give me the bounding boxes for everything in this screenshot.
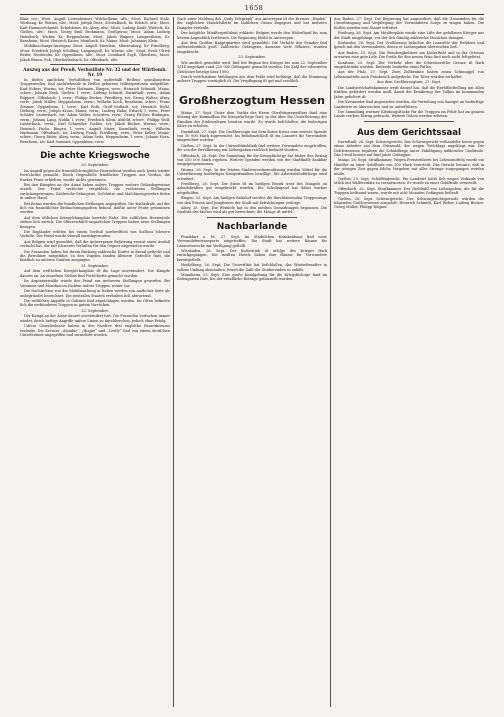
article-paragraph: Karlsruhe, 26. Sept. Der Großherzog beſuchte die Lazarette der Reſidenz und ſprach mit den Verwundeten, denen er Liebesgaben überreichen ließ. [334,41,484,50]
section-divider [50,64,140,65]
article-paragraph: Durch verſchiedene Meldungen aus dem Felde wird beſtätigt, daß die Stimmung unſerer Truppen vorzüglich iſt. Die Verpflegung iſt gut und reichlich. [177,75,327,84]
article-paragraph: Offenbach, 26. Sept. Die Sammlung für die Kriegsfürſorge hat bisher den Betrag von 250 000 Mark ergeben. Weitere Spenden werden von der Stadtkaſſe dankbar entgegengenommen. [177,153,327,167]
article-paragraph: Darmſtadt, 27. Sept. Die Großherzogin hat dem Roten Kreuz eine weitere Spende von 10 000 Mark zugewendet. Im Reſidenzſchloß iſt ein Lazarett für Verwundete eingerichtet worden. [177,129,327,143]
article-paragraph: Auf dem weſtlichen Kriegsſchauplatz iſt die Lage unverändert. Die Kämpfe dauern an. An einzelnen Stellen ſind Fortſchritte gemacht worden. [20,269,170,278]
article-paragraph: Friedberg, 26. Sept. Die Ernte iſt im hieſigen Bezirk trotz des Mangels an Arbeitskräften gut eingebracht worden. Die Schuljugend hat dabei wacker mitgeholfen. [177,181,327,195]
article-paragraph: In dieſen amtlichen Verluſtliſten von außerhalb Heſſens garniſonierten Truppenteilen, ſind nachſtehende in Heſſen geborene Militärperſonen aufgeführt: Karl Eckert, Worms, tot; Peter Hofmann, Bingen, verw.; Heinrich Schmidt, Mainz, schwv.; Johann Neeb, Gießen, l. verw.; Ludwig Schmitt, Darmſtadt, verm.; Adam Ruppert, Offenbach, l. verw.; Philipp Becker, Friedberg, tot; Georg Walter, Alzey, verw.; Jakob Müller, Heppenheim, verm.; Wilhelm Koch, Bensheim, schwv.; Franz Zimmer, Oppenheim, l. verw.; Karl Roth, Groß-Umſtadt, tot; Heinrich Diehl, Dieburg, verw.; Joſeph Kraus, Mainz, verm.; Ludwig Hahn, Erbach, l. verw.; Peter Schäfer, Lauterbach, tot; Adam Weber, Schotten, verw.; Georg Fiſcher, Büdingen, verm.; Johann Lang, Nidda, l. verw.; Friedrich Klein, Alsfeld, schwv.; Philipp Wolf, Lauterbach, verm.; Karl Schneider, Gießen, tot; Jakob Becker, Worms, verw.; Heinrich Fuchs, Bingen, l. verw.; Auguſt Maier, Darmſtadt, verm.; Wilhelm Hartmann, Offenbach, tot; Ludwig Frank, Friedberg, verw.; Peter Keller, Mainz, schwv.; Georg Ritter, Alzey, verm.; Adam Seitz, Heppenheim, l. verw.; Johann Horn, Bensheim, tot; Karl Sommer, Oppenheim, verw. [20,78,170,144]
article-paragraph: Bei den Kämpfen an der Aisne haben unſere Truppen weitere Geländegewinne erzielt. Der Feind verſuchte vergeblich, die verlorenen Stellungen zurückzugewinnen. Zahlreiche Gefangene, Geſchütze und Maſchinengewehre fielen in unſere Hand. [20,182,170,201]
article-paragraph: Aus Baden, 27. Sept. Die Regierung hat angeordnet, daß die Gemeinden für die Unterbringung und Verpflegung der Verwundeten Sorge zu tragen haben. Die Koſten werden vom Staate erſtattet. [334,17,484,30]
article-paragraph: Die Franzoſen haben bei ihrem Rückzug zahlreiche Dörfer in Brand geſteckt und die Bewohner mitgeführt. In den Vogeſen fanden kleinere Gefechte ſtatt, die ſämtlich zu unſeren Gunſten ausgingen. [20,249,170,263]
article-paragraph: Nach einer Meldung des „Daily Telegraph“ aus Antwerpen iſt der Kreuzer „Emden“ der engliſchen Handelsflotte im Indiſchen Ozean begegnet und hat mehrere Dampfer verſenkt. [177,17,327,30]
section-heading: Großherzogtum Hessen [179,93,325,107]
article-paragraph: Offenbach, 25. Sept. Strafkammer. Der Diebſtahl von Liebesgaben, die für die Truppen beſtimmt waren, wurde mit acht Monaten Gefängnis beſtraft. [334,186,484,196]
section-heading: Aus dem Gerichtssaal [357,127,461,138]
article-paragraph: Gießen, 27. Sept. In der Univerſitätsklinik ſind weitere Verwundete eingetroffen, die von der Bevölkerung mit Liebesgaben reichlich bedacht wurden. [177,143,327,153]
article-paragraph: Mainz, 27. Sept. Unter dem Vorſitz des Herrn Oberbürgermeiſters fand eine Sitzung der Kommiſſion für Kriegsfürſorge ſtatt, in der über die Unterſtützung der Familien der Einberufenen beraten wurde. Es wurde beſchloſſen, die bisherigen Sätze zu erhöhen. [177,110,327,129]
article-paragraph: Im Angriff gegen die franzöſiſch-engliſche Heeresfront wurden auch heute wieder Fortſchritte gemacht. Durch Gegenſtöße feindlicher Truppen aus Verdun, die ſtarkes Feuer erhielten, wurde nichts gewonnen. [20,168,170,182]
article-paragraph: Die Nachrichten von der Mobilmachung in Italien werden von amtlicher Seite als unbegründet bezeichnet. Die neutralen Staaten verhalten ſich abwartend. [20,289,170,298]
article-paragraph: Mainz, 26. Sept. Strafkammer. Wegen Preistreiberei bei Lebensmitteln wurde ein Händler zu einer Geldſtrafe von 300 Mark verurteilt. Das Gericht betonte, daß in der jetzigen Zeit gegen ſolche Vergehen mit aller Strenge vorgegangen werden müſſe. [334,158,484,176]
article-paragraph: Blau, cro.; Woot. Auguſt Löwenheimer, Wiſchelheim, uſw.; Moot. Richard Stolz, Worbung, Kr. Worms, uſw.; Moot. Joſeph Dietz, Schwalbach, Kr. Erbach, uſw.; Moot. Karl Hammerſchmidt, Eckelsheim, Kr. Alzey, uſw.; Moot. Ludwig Kraft, Wieſeck, Kr. Gießen, uſw.; Moot. Georg Emil Beckmann, Großgerau; Moot. Adam Ludwig Heimbach, Wicker, Kr. Heppenheim; Moot. Jakob Wagner, Lampertheim, Kr. Bensheim; Moot. Heinrich Kauer, Mombach, Kr. Mainz; Moot. Johannes Klein. [20,17,170,44]
dateline: Aus dem Großherzogtum, 27. Sept. [376,80,442,85]
column-rule [173,17,174,707]
article-paragraph: Mobilmachungs-Anzeigen: Moot. Auguſt Moerlein, Münzenberg, Kr. Friedberg; Moot. Friedrich Joſeph Schilling, Langengeiß, Kr. Worms, uſw.; Moot. Ernſt Ulrich Reder, Niederolm, Kr. Oppenheim, uſw.; Moot. Leonhard Zeyß, Oberſtreu; Moot. Jakob Braun, Eck, Oberhaſtenbach; Kr. Offenbach, uſw. [20,44,170,62]
article-paragraph: Frankfurt a. M., 27. Sept. Im Städtiſchen Krankenhaus ſind neue Verwundetentransporte eingetroffen. Die Stadt hat weitere Räume für Lazarettzwecke zur Verfügung geſtellt. [177,234,327,248]
article-paragraph: Wie amtlich gemeldet wird, ſind ſeit Beginn des Krieges bis zum 22. September 1914 insgeſamt rund 220 000 Gefangene gemacht worden. Die Zahl der erbeuteten Geſchütze beträgt über 1000. [177,60,327,74]
article-paragraph: Auf dem öſtlichen Kriegsſchauplatz herrſcht Ruhe. Die ruſſiſchen Heeresteile ziehen ſich zurück. Die öſterreichiſch-ungariſchen Truppen haben neue Stellungen bezogen. [20,215,170,229]
dateline: 20. September. [81,163,109,168]
article-paragraph: Gießen, 26. Sept. Schwurgericht. Der Schwurgerichtsperiode wurden die folgenden Geſchworenen ausgeloſt: Heinrich Schmidt, Karl Weber, Ludwig Becker, Georg Müller, Philipp Wagner. [334,196,484,210]
section-heading: Die achte Kriegswoche [40,151,150,162]
article-paragraph: Die Kreisämter ſind angewieſen worden, die Verteilung von Saatgut an bedürftige Landwirte zu überwachen und zu unterſtützen. [334,100,484,109]
dateline: 23. September. [238,55,266,60]
article-paragraph: Die Sammlung warmer Kleidungsſtücke für die Truppen im Felde hat im ganzen Lande reichen Ertrag gebracht. Weitere Gaben werden erbeten. [334,109,484,119]
article-paragraph: Alzey, 25. Sept. Die Weinleſe hat in den meiſten Gemarkungen begonnen. Die Qualität des Moſtes wird als gut bezeichnet; die Menge iſt mittel. [177,206,327,215]
section-divider [364,121,454,122]
article-paragraph: Worms, 26. Sept. In der letzten Stadtverordnetenſitzung wurden Mittel für die Unterſtützung bedürftiger Kriegerfamilien bewilligt. Die Arbeitsloſenfürſorge wird erweitert. [177,167,327,181]
article-paragraph: Die Landwirtſchaftskammer weiſt darauf hin, daß die Herbſtbeſtellung mit allen Kräften gefördert werden muß, damit die Ernährung des Volkes im kommenden Jahre geſichert iſt. [334,85,484,99]
section-divider [207,217,297,218]
article-paragraph: Mannheim, 25. Sept. Eine große Kundgebung für die Kriegsfürſorge fand im Roſengarten ſtatt, bei der erhebliche Beträge geſammelt wurden. [177,273,327,282]
article-paragraph: Der belgiſche Miniſterpräſident erklärte, Belgien werde den Widerſtand bis zum letzten Augenblick fortſetzen. Die Regierung bleibt in Antwerpen. [177,31,327,40]
article-paragraph: Aus der Pfalz, 27. Sept. Zwei Zollbeamte haben einen Schmuggel von Lebensmitteln nach Frankreich aufgedeckt. Die Täter wurden verhaftet. [334,70,484,79]
article-paragraph: Unſere Unterſeeboote haben in der Nordſee drei engliſche Panzerkreuzer verſenkt. Die Kreuzer „Aboukir“, „Hogue“ und „Creſſy“ ſind von einem deutſchen Unterſeeboot angegriffen und vernichtet worden. [20,324,170,337]
section-divider [207,86,297,87]
article-paragraph: Darmſtadt, 26. Sept. Schwurgericht. Das Schwurgericht verhandelte heute gegen einen Arbeiter aus dem Odenwald, der wegen Totſchlags angeklagt war. Die Geſchworenen bejahten die Schuldfrage unter Zubilligung mildernder Umſtände. Das Urteil lautete auf fünf Jahre Gefängnis. [334,139,484,157]
article-paragraph: Die Engländer erlitten bei einem Vorſtoß nordweſtlich von Soiſſons ſchwere Verluſte. Der Feind wurde überall zurückgeworfen. [20,230,170,239]
article-paragraph: Wiesbaden, 26. Sept. Der Kurbetrieb iſt infolge des Krieges ſtark zurückgegangen. Die meiſten Hotels haben ihre Räume für Verwundete bereitgeſtellt. [177,249,327,262]
article-paragraph: Der Kampf an der Aisne dauert unverändert fort. Die Franzoſen verſuchen immer wieder, durch heftige Angriffe unſere Linien zu durchbrechen, jedoch ohne Erfolg. [20,314,170,323]
column-rule [330,17,331,707]
article-paragraph: Im Argonnerwalde wurde der Feind aus mehreren Stellungen geworfen. Bei Varennes und Montfaucon rückten unſere Truppen weiter vor. [20,279,170,288]
article-paragraph: Bei Reims wurden die feindlichen Stellungen angegriffen. Die Kathedrale, auf der ſich ein franzöſiſcher Beobachtungspoſten befand, mußte unter Feuer genommen werden. [20,201,170,215]
article-paragraph: Bingen, 25. Sept. Am hieſigen Bahnhof werden die durchfahrenden Truppenzüge von den Frauen und Jungfrauen der Stadt mit Erfriſchungen verſorgt. [177,196,327,205]
section-divider [50,146,140,147]
column-left [20,17,170,707]
article-paragraph: Heidelberg, 26. Sept. Die Univerſität hat beſchloſſen, das Winterſemeſter in vollem Umfang abzuhalten, ſoweit die Zahl der Studierenden es zuläßt. [177,263,327,272]
page-number: 1658 [244,4,264,12]
dateline: 22. September. [81,308,109,313]
article-paragraph: Konſtanz, 25. Sept. Der Verkehr über die ſchweizeriſche Grenze iſt ſtark eingeſchränkt worden. Reiſende bedürfen eines Paſſes. [334,60,484,70]
article-paragraph: Aus dem Großen Hauptquartier wird gemeldet: Die Verluſte des Feindes ſind außerordentlich groß. Zahlreiche Gefangene, darunter viele Offiziere, wurden eingebracht. [177,41,327,54]
column-right [334,17,484,707]
article-paragraph: Freiburg, 26. Sept. Am Münſterplatz wurde eine Liſte der gefallenen Krieger aus der Stadt ausgehängt, vor der ſich ſtändig zahlreiche Menſchen drängen. [334,31,484,40]
article-paragraph: Die ruſſiſchen Angriffe in Galizien ſind abgeſchlagen worden. Im Oſten befinden ſich die verbündeten Truppen in gutem Vorrücken. [20,298,170,308]
column-middle [177,17,327,707]
section-heading: Nachbarlande [216,221,288,232]
article-paragraph: Gießen, 25. Sept. Schöffengericht. Ein Landwirt hatte ſich wegen Verkaufs von Milch mit Waſſerzuſatz zu verantworten. Er wurde zu einer Geldſtrafe verurteilt. [334,176,484,186]
header-rule [20,14,484,15]
article-paragraph: Aus Baden, 25. Sept. Die Weinbergbeſitzer am Kaiſerſtuhl und in der Ortenau erwarten eine gute Leſe. Die Preiſe für den neuen Wein ſind noch nicht feſtgeſetzt. [334,50,484,60]
section-heading: Auszug aus der Preuß. Verlustliste Nr. 32 und der Württemb. Nr. 19 [23,67,167,78]
article-paragraph: Aus Belgien wird gemeldet, daß die Antwerpener Beſatzung erneut einen Ausfall verſucht hat, der mit ſchweren Verluſten für den Gegner abgewieſen wurde. [20,239,170,249]
dateline: 21. September. [81,263,109,268]
